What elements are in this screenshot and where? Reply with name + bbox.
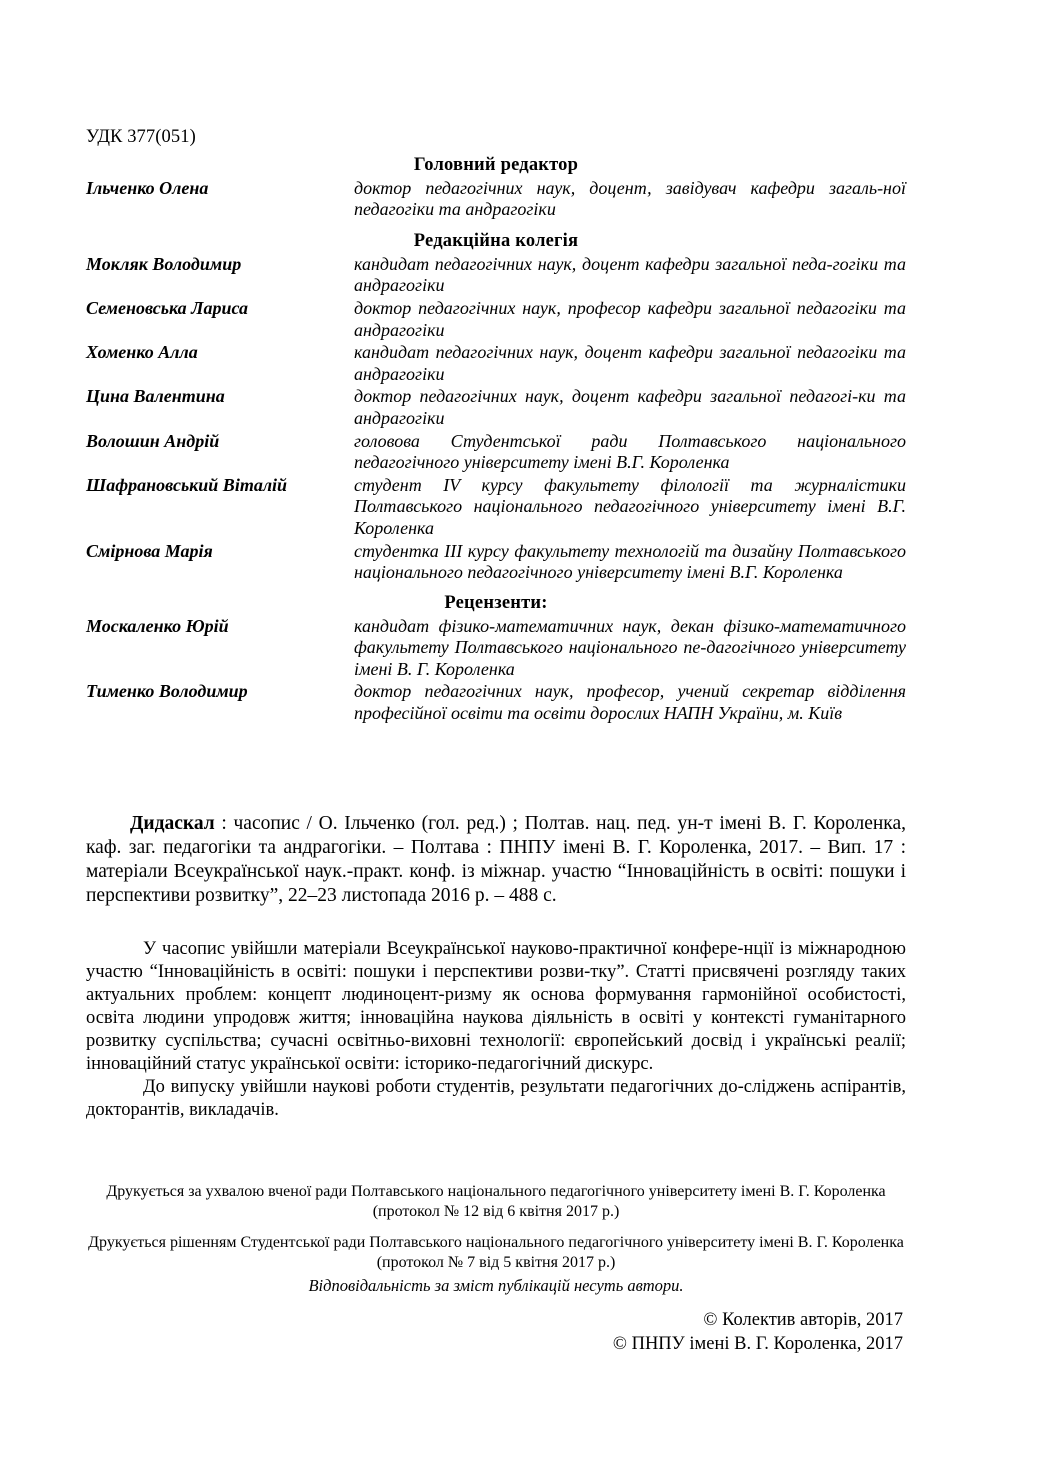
person-name: Ільченко Олена <box>86 177 209 198</box>
person-name: Хоменко Алла <box>86 342 198 363</box>
person-row <box>86 431 906 474</box>
udc-code: УДК 377(051) <box>86 127 196 147</box>
person-row <box>86 541 906 584</box>
heading-editor-in-chief: Головний редактор <box>413 155 579 175</box>
person-row <box>86 342 906 385</box>
person-name: Семеновська Лариса <box>86 298 249 319</box>
person-name: Шафрановський Віталій <box>86 474 288 495</box>
annotation-paragraph: У часопис увійшли матеріали Всеукраїнської науково-практичної конфере-нції із міжнародною участю “Інноваційність в освіті: пошуки і перспективи розви-тку”. Статті присвячені розгляду таких актуальних проблем: концепт людиноцент-ризму як основа формування гармонійної особистості, освіта людини упродовж життя; інноваційна наукова діяльність в освіті у контексті гуманітарного розвитку суспільства; сучасні освітньо-виховні технології: європейський досвід і українські реалії; інноваційний статус української освіти: історико-педагогічний дискурс. <box>86 939 906 1075</box>
annotation-paragraph: До випуску увійшли наукові роботи студентів, результати педагогічних до-сліджень аспірантів, докторантів, викладачів. <box>86 1077 906 1121</box>
person-row <box>86 386 906 429</box>
approval-note-academic-council: Друкується за ухвалою вченої ради Полтавського національного педагогічного університету імені В. Г. Короленка (протокол № 12 від 6 квітня 2017 р.) <box>106 1183 886 1220</box>
person-description: студент IV курсу факультету філології та журналістики Полтавського національного педагогічного університету імені В.Г. Короленка <box>354 474 906 538</box>
heading-editorial-board: Редакційна колегія <box>413 231 579 252</box>
bibliographic-description <box>86 812 906 908</box>
copyright-line-authors: © Колектив авторів, 2017 <box>703 1310 903 1330</box>
person-row-reviewer <box>86 616 906 681</box>
responsibility-disclaimer: Відповідальність за зміст публікацій несуть автори. <box>308 1276 684 1295</box>
person-name: Цина Валентина <box>86 386 225 407</box>
person-name: Смірнова Марія <box>86 540 213 561</box>
copyright-line-publisher: © ПНПУ імені В. Г. Короленка, 2017 <box>612 1334 903 1355</box>
person-description: студентка III курсу факультету технологій та дизайну Полтавського національного педагогічного університету імені В.Г. Короленка <box>354 540 906 583</box>
person-name: Москаленко Юрій <box>86 615 229 636</box>
person-row-editor-in-chief <box>86 178 906 221</box>
person-name: Тименко Володимир <box>86 681 248 702</box>
person-description: кандидат педагогічних наук, доцент кафедри загальної педа-гогіки та андрагогіки <box>354 253 906 296</box>
editorial-block <box>86 155 906 726</box>
person-description: доктор педагогічних наук, доцент, завідувач кафедри загаль-ної педагогіки та андрагогіки <box>354 177 906 220</box>
person-description: кандидат фізико-математичних наук, декан фізико-математичного факультету Полтавського національного пе-дагогічного університету імені В. Г. Короленка <box>354 615 906 679</box>
person-row-reviewer <box>86 681 906 724</box>
person-description: кандидат педагогічних наук, доцент кафедри загальної педагогіки та андрагогіки <box>354 342 906 384</box>
heading-reviewers: Рецензенти: <box>444 592 548 613</box>
imprint-page <box>86 0 906 1477</box>
person-row <box>86 298 906 341</box>
person-description: доктор педагогічних наук, професор, учений секретар відділення професійної освіти та освіти дорослих НАПН України, м. Київ <box>354 681 906 723</box>
person-name: Волошин Андрій <box>86 430 220 451</box>
person-description: доктор педагогічних наук, професор кафедри загальної педагогіки та андрагогіки <box>354 298 906 340</box>
copyright-block <box>86 1308 906 1356</box>
person-description: головова Студентської ради Полтавського національного педагогічного університету імені В.Г. Короленка <box>354 430 906 473</box>
person-row <box>86 254 906 297</box>
approval-note-student-council: Друкується рішенням Студентської ради Полтавського національного педагогічного університету імені В. Г. Короленка (протокол № 7 від 5 квітня 2017 р.) <box>88 1234 904 1271</box>
approval-notes <box>86 1182 906 1273</box>
biblio-body: : часопис / О. Ільченко (гол. ред.) ; Полтав. нац. пед. ун-т імені В. Г. Короленка, каф. заг. педагогіки та андрагогіки. – Полтава : ПНПУ імені В. Г. Короленка, 2017. – Вип. 17 : матеріали Всеукраїнської наук.-практ. конф. із міжнар. участю “Інноваційність в освіті: пошуки і перспективи розвитку”, 22–23 листопада 2016 р. – 488 с. <box>86 813 906 907</box>
annotation-block <box>86 938 906 1122</box>
person-name: Мокляк Володимир <box>86 253 242 274</box>
person-row <box>86 475 906 540</box>
biblio-lead-title: Дидаскал <box>130 813 215 834</box>
person-description: доктор педагогічних наук, доцент кафедри загальної педагогі-ки та андрагогіки <box>354 386 906 428</box>
